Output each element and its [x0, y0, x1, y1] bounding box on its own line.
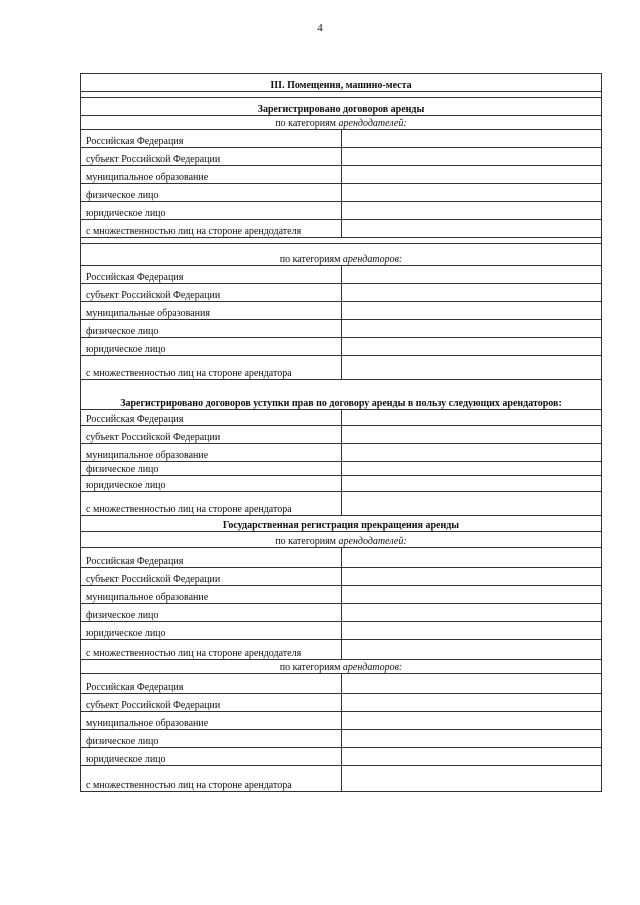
table-row	[81, 220, 602, 238]
value-cell[interactable]	[341, 356, 602, 380]
row-label: муниципальное образование	[81, 712, 342, 730]
table-row	[81, 202, 602, 220]
row-label: субъект Российской Федерации	[81, 148, 342, 166]
value-cell[interactable]	[341, 130, 602, 148]
block-heading: Государственная регистрация прекращения аренды	[81, 516, 602, 532]
value-cell[interactable]	[341, 320, 602, 338]
value-cell[interactable]	[341, 568, 602, 586]
value-cell[interactable]	[341, 730, 602, 748]
table-row	[81, 674, 602, 694]
row-label: с множественностью лиц на стороне арендатора	[81, 492, 342, 516]
page-number: 4	[317, 22, 323, 34]
value-cell[interactable]	[341, 462, 602, 476]
value-cell[interactable]	[341, 284, 602, 302]
table-row	[81, 712, 602, 730]
value-cell[interactable]	[341, 266, 602, 284]
row-label: с множественностью лиц на стороне арендатора	[81, 356, 342, 380]
row-label: физическое лицо	[81, 730, 342, 748]
block-subheading: по категориям арендодателей:	[81, 116, 602, 130]
value-cell[interactable]	[341, 766, 602, 792]
row-label: физическое лицо	[81, 320, 342, 338]
block-2-heading-row	[81, 380, 602, 410]
block-1-subheading-row	[81, 244, 602, 266]
block-0-heading-row	[81, 98, 602, 116]
block-subheading: по категориям арендодателей:	[81, 532, 602, 548]
value-cell[interactable]	[341, 586, 602, 604]
row-label: субъект Российской Федерации	[81, 284, 342, 302]
value-cell[interactable]	[341, 476, 602, 492]
row-label: Российская Федерация	[81, 674, 342, 694]
table-row	[81, 426, 602, 444]
row-label: юридическое лицо	[81, 748, 342, 766]
table-row	[81, 568, 602, 586]
table-row	[81, 356, 602, 380]
value-cell[interactable]	[341, 426, 602, 444]
row-label: юридическое лицо	[81, 476, 342, 492]
value-cell[interactable]	[341, 694, 602, 712]
table-row	[81, 476, 602, 492]
table-row	[81, 444, 602, 462]
table-row	[81, 320, 602, 338]
table-row	[81, 694, 602, 712]
value-cell[interactable]	[341, 148, 602, 166]
row-label: физическое лицо	[81, 604, 342, 622]
value-cell[interactable]	[341, 338, 602, 356]
table-row	[81, 130, 602, 148]
row-label: юридическое лицо	[81, 338, 342, 356]
block-4-subheading-row	[81, 660, 602, 674]
row-label: Российская Федерация	[81, 266, 342, 284]
value-cell[interactable]	[341, 202, 602, 220]
table-row	[81, 148, 602, 166]
value-cell[interactable]	[341, 548, 602, 568]
table-row	[81, 266, 602, 284]
row-label: Российская Федерация	[81, 548, 342, 568]
value-cell[interactable]	[341, 492, 602, 516]
value-cell[interactable]	[341, 184, 602, 202]
row-label: с множественностью лиц на стороне арендодателя	[81, 220, 342, 238]
value-cell[interactable]	[341, 166, 602, 184]
row-label: с множественностью лиц на стороне арендодателя	[81, 640, 342, 660]
block-heading: Зарегистрировано договоров аренды	[81, 98, 602, 116]
row-label: субъект Российской Федерации	[81, 694, 342, 712]
table-row	[81, 548, 602, 568]
row-label: муниципальное образование	[81, 444, 342, 462]
value-cell[interactable]	[341, 444, 602, 462]
table-row	[81, 166, 602, 184]
value-cell[interactable]	[341, 604, 602, 622]
table-row	[81, 640, 602, 660]
row-label: физическое лицо	[81, 184, 342, 202]
block-0-subheading-row	[81, 116, 602, 130]
block-3-heading-row	[81, 516, 602, 532]
row-label: муниципальное образование	[81, 166, 342, 184]
value-cell[interactable]	[341, 640, 602, 660]
row-label: субъект Российской Федерации	[81, 426, 342, 444]
table-row	[81, 338, 602, 356]
table-row	[81, 410, 602, 426]
value-cell[interactable]	[341, 302, 602, 320]
block-subheading: по категориям арендаторов:	[81, 660, 602, 674]
value-cell[interactable]	[341, 410, 602, 426]
row-label: с множественностью лиц на стороне арендатора	[81, 766, 342, 792]
row-label: физическое лицо	[81, 462, 342, 476]
table-row	[81, 586, 602, 604]
table-row	[81, 748, 602, 766]
row-label: юридическое лицо	[81, 202, 342, 220]
table-row	[81, 302, 602, 320]
table-row	[81, 766, 602, 792]
row-label: субъект Российской Федерации	[81, 568, 342, 586]
value-cell[interactable]	[341, 748, 602, 766]
row-label: муниципальные образования	[81, 302, 342, 320]
section-title: III. Помещения, машино-места	[81, 74, 602, 92]
row-label: Российская Федерация	[81, 410, 342, 426]
block-subheading: по категориям арендаторов:	[81, 244, 602, 266]
value-cell[interactable]	[341, 712, 602, 730]
value-cell[interactable]	[341, 220, 602, 238]
section-title-row	[81, 74, 602, 92]
table-row	[81, 284, 602, 302]
value-cell[interactable]	[341, 674, 602, 694]
table-row	[81, 492, 602, 516]
row-label: муниципальное образование	[81, 586, 342, 604]
table-row	[81, 184, 602, 202]
table-row	[81, 462, 602, 476]
value-cell[interactable]	[341, 622, 602, 640]
block-heading: Зарегистрировано договоров уступки прав по договору аренды в пользу следующих арендаторов:	[81, 380, 602, 410]
block-3-subheading-row	[81, 532, 602, 548]
table-row	[81, 622, 602, 640]
registration-form-table	[80, 73, 602, 792]
row-label: юридическое лицо	[81, 622, 342, 640]
row-label: Российская Федерация	[81, 130, 342, 148]
table-row	[81, 604, 602, 622]
table-row	[81, 730, 602, 748]
